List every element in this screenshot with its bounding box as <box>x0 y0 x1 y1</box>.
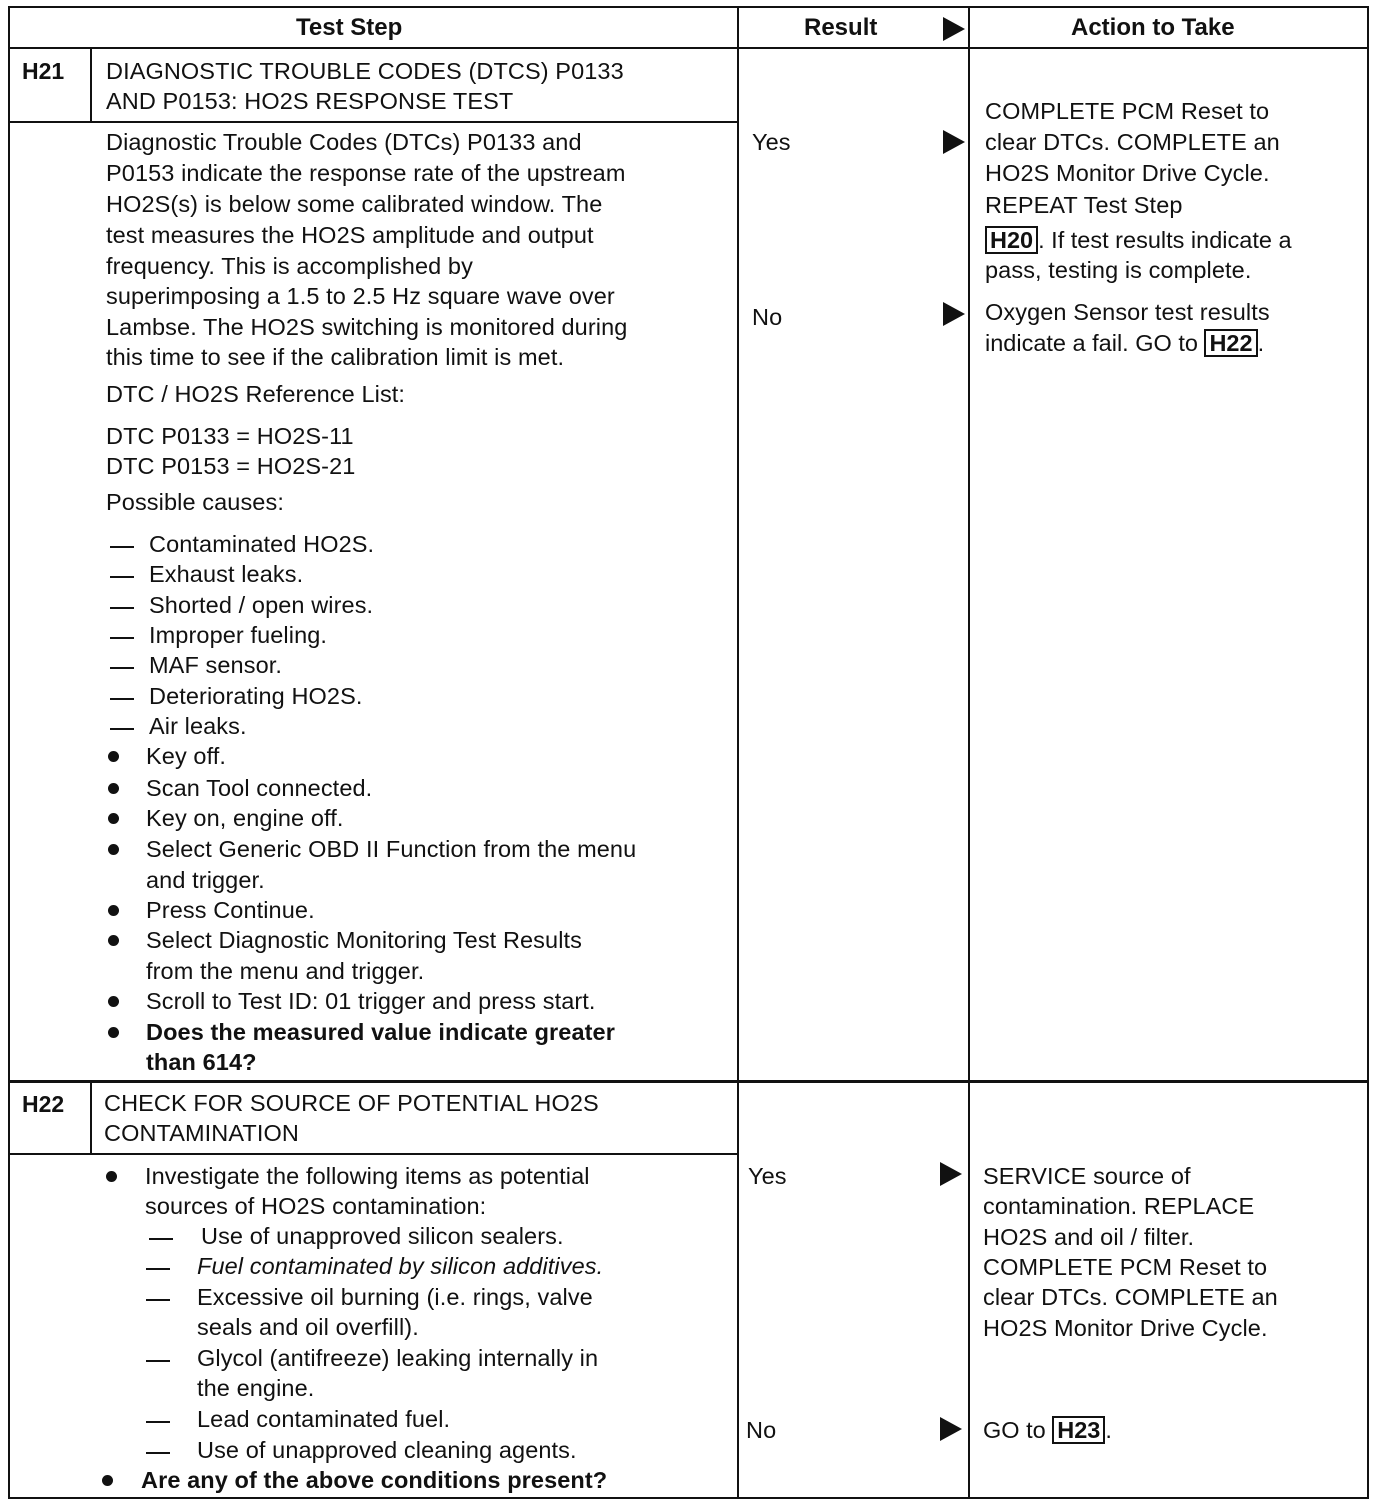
dash-icon <box>146 1452 170 1454</box>
bullet-icon <box>108 844 119 855</box>
h22-item: Use of unapproved silicon sealers. <box>201 1223 564 1249</box>
h21-result-no: No <box>752 304 783 330</box>
h22-yes-action-line: contamination. REPLACE <box>983 1193 1255 1219</box>
bullet-icon <box>108 783 119 794</box>
table-left-border <box>8 6 10 1499</box>
table-bottom-border <box>8 1497 1369 1499</box>
h21-description-line: this time to see if the calibration limit is met. <box>106 344 565 370</box>
h21-code-divider <box>90 47 92 122</box>
h21-title-underline <box>8 121 738 123</box>
dash-icon <box>110 546 134 548</box>
header-bottom-border <box>8 47 1369 49</box>
h22-result-yes: Yes <box>748 1163 787 1189</box>
h21-title-line: DIAGNOSTIC TROUBLE CODES (DTCS) P0133 <box>106 58 624 84</box>
h22-item: Use of unapproved cleaning agents. <box>197 1437 577 1463</box>
dash-icon <box>146 1421 170 1423</box>
h21-step-item: Key off. <box>146 743 227 769</box>
h21-question: Does the measured value indicate greater <box>146 1019 615 1045</box>
h22-no-action-line <box>983 1415 1112 1446</box>
h21-question-continued: than 614? <box>146 1049 257 1075</box>
dash-icon <box>110 607 134 609</box>
row-divider <box>8 1080 1369 1083</box>
h22-code-divider <box>90 1080 92 1155</box>
header-arrow-icon <box>943 17 965 41</box>
step-ref-h23[interactable]: H23 <box>1052 1416 1105 1444</box>
h21-step-item-continued: and trigger. <box>146 867 265 893</box>
h21-description-line: P0153 indicate the response rate of the upstream <box>106 160 626 186</box>
h21-cause-item: Contaminated HO2S. <box>149 531 375 557</box>
h21-reference-list-label: DTC / HO2S Reference List: <box>106 381 406 407</box>
header-result: Result <box>804 14 878 41</box>
dash-icon <box>146 1268 170 1270</box>
h22-intro-line: Investigate the following items as potential <box>145 1163 590 1189</box>
h22-item: Excessive oil burning (i.e. rings, valve <box>197 1284 593 1310</box>
h21-cause-item: Improper fueling. <box>149 622 328 648</box>
h21-yes-action-line: HO2S Monitor Drive Cycle. <box>985 160 1270 186</box>
h21-step-item-continued: from the menu and trigger. <box>146 958 425 984</box>
h22-result-no: No <box>746 1417 777 1443</box>
dash-icon <box>110 637 134 639</box>
h21-reference-entry: DTC P0133 = HO2S-11 <box>106 423 354 449</box>
h22-title-line: CHECK FOR SOURCE OF POTENTIAL HO2S <box>104 1090 599 1116</box>
h22-title-line: CONTAMINATION <box>104 1120 299 1146</box>
step-ref-h22[interactable]: H22 <box>1204 329 1257 357</box>
h21-no-action-period: . <box>1257 330 1265 356</box>
h21-cause-item: Shorted / open wires. <box>149 592 374 618</box>
table-top-border <box>8 6 1369 8</box>
h21-no-action-ref-line <box>985 328 1264 359</box>
bullet-icon <box>108 751 119 762</box>
arrow-right-icon <box>943 302 965 326</box>
h21-title-line: AND P0153: HO2S RESPONSE TEST <box>106 88 514 114</box>
h21-no-action-line: Oxygen Sensor test results <box>985 299 1270 325</box>
h22-item-continued: seals and oil overfill). <box>197 1314 419 1340</box>
h21-causes-label: Possible causes: <box>106 489 284 515</box>
h21-description-line: frequency. This is accomplished by <box>106 253 473 279</box>
h22-item-continued: the engine. <box>197 1375 315 1401</box>
h21-yes-action-line: clear DTCs. COMPLETE an <box>985 129 1280 155</box>
arrow-right-icon <box>940 1162 962 1186</box>
h21-cause-item: Exhaust leaks. <box>149 561 304 587</box>
h22-no-action-period: . <box>1105 1417 1112 1443</box>
action-column-divider <box>968 6 970 1499</box>
h21-description-line: superimposing a 1.5 to 2.5 Hz square wave over <box>106 283 615 309</box>
h21-step-item: Select Generic OBD II Function from the menu <box>146 836 637 862</box>
header-action: Action to Take <box>1071 14 1235 41</box>
h22-question: Are any of the above conditions present? <box>141 1467 608 1493</box>
h21-yes-action-after-ref: . If test results indicate a <box>1038 227 1292 253</box>
h21-step-item: Press Continue. <box>146 897 315 923</box>
h22-item: Glycol (antifreeze) leaking internally in <box>197 1345 599 1371</box>
h22-item: Fuel contaminated by silicon additives. <box>197 1253 604 1279</box>
h21-yes-action-ref-line <box>985 225 1292 256</box>
dash-icon <box>110 667 134 669</box>
dash-icon <box>149 1238 173 1240</box>
arrow-right-icon <box>943 130 965 154</box>
h21-yes-action-line: COMPLETE PCM Reset to <box>985 98 1270 124</box>
h22-yes-action-line: clear DTCs. COMPLETE an <box>983 1284 1278 1310</box>
h21-description-line: Lambse. The HO2S switching is monitored during <box>106 314 628 340</box>
dash-icon <box>146 1299 170 1301</box>
h22-title-underline <box>8 1153 738 1155</box>
bullet-icon <box>108 935 119 946</box>
h21-step-item: Select Diagnostic Monitoring Test Results <box>146 927 583 953</box>
arrow-right-icon <box>940 1417 962 1441</box>
bullet-icon <box>108 813 119 824</box>
h21-cause-item: Air leaks. <box>149 713 247 739</box>
bullet-icon <box>108 996 119 1007</box>
dash-icon <box>110 698 134 700</box>
bullet-icon <box>106 1171 117 1182</box>
h22-yes-action-line: SERVICE source of <box>983 1163 1191 1189</box>
h21-reference-entry: DTC P0153 = HO2S-21 <box>106 453 356 479</box>
dash-icon <box>146 1360 170 1362</box>
bullet-icon <box>108 1027 119 1038</box>
table-right-border <box>1367 6 1369 1499</box>
h22-yes-action-line: COMPLETE PCM Reset to <box>983 1254 1268 1280</box>
h22-intro-line: sources of HO2S contamination: <box>145 1193 487 1219</box>
h21-description-line: HO2S(s) is below some calibrated window. The <box>106 191 603 217</box>
bullet-icon <box>108 905 119 916</box>
h21-step-item: Scroll to Test ID: 01 trigger and press start. <box>146 988 596 1014</box>
h21-no-action-text: indicate a fail. GO to <box>985 330 1205 356</box>
header-test-step: Test Step <box>296 14 403 41</box>
step-code-h21: H21 <box>22 58 65 84</box>
h21-description-line: test measures the HO2S amplitude and output <box>106 222 594 248</box>
dash-icon <box>110 728 134 730</box>
step-code-h22: H22 <box>22 1091 65 1117</box>
result-column-divider <box>737 6 739 1499</box>
h21-result-yes: Yes <box>752 129 791 155</box>
h21-step-item: Scan Tool connected. <box>146 775 373 801</box>
bullet-icon <box>102 1475 113 1486</box>
step-ref-h20[interactable]: H20 <box>985 226 1038 254</box>
h22-yes-action-line: HO2S and oil / filter. <box>983 1224 1195 1250</box>
dash-icon <box>110 576 134 578</box>
h21-yes-action-line: pass, testing is complete. <box>985 257 1252 283</box>
h21-cause-item: Deteriorating HO2S. <box>149 683 363 709</box>
h22-yes-action-line: HO2S Monitor Drive Cycle. <box>983 1315 1268 1341</box>
h21-yes-action-line: REPEAT Test Step <box>985 192 1183 218</box>
h21-cause-item: MAF sensor. <box>149 652 283 678</box>
h22-item: Lead contaminated fuel. <box>197 1406 451 1432</box>
h21-description-line: Diagnostic Trouble Codes (DTCs) P0133 and <box>106 129 582 155</box>
h21-step-item: Key on, engine off. <box>146 805 344 831</box>
h22-no-action-text: GO to <box>983 1417 1053 1443</box>
